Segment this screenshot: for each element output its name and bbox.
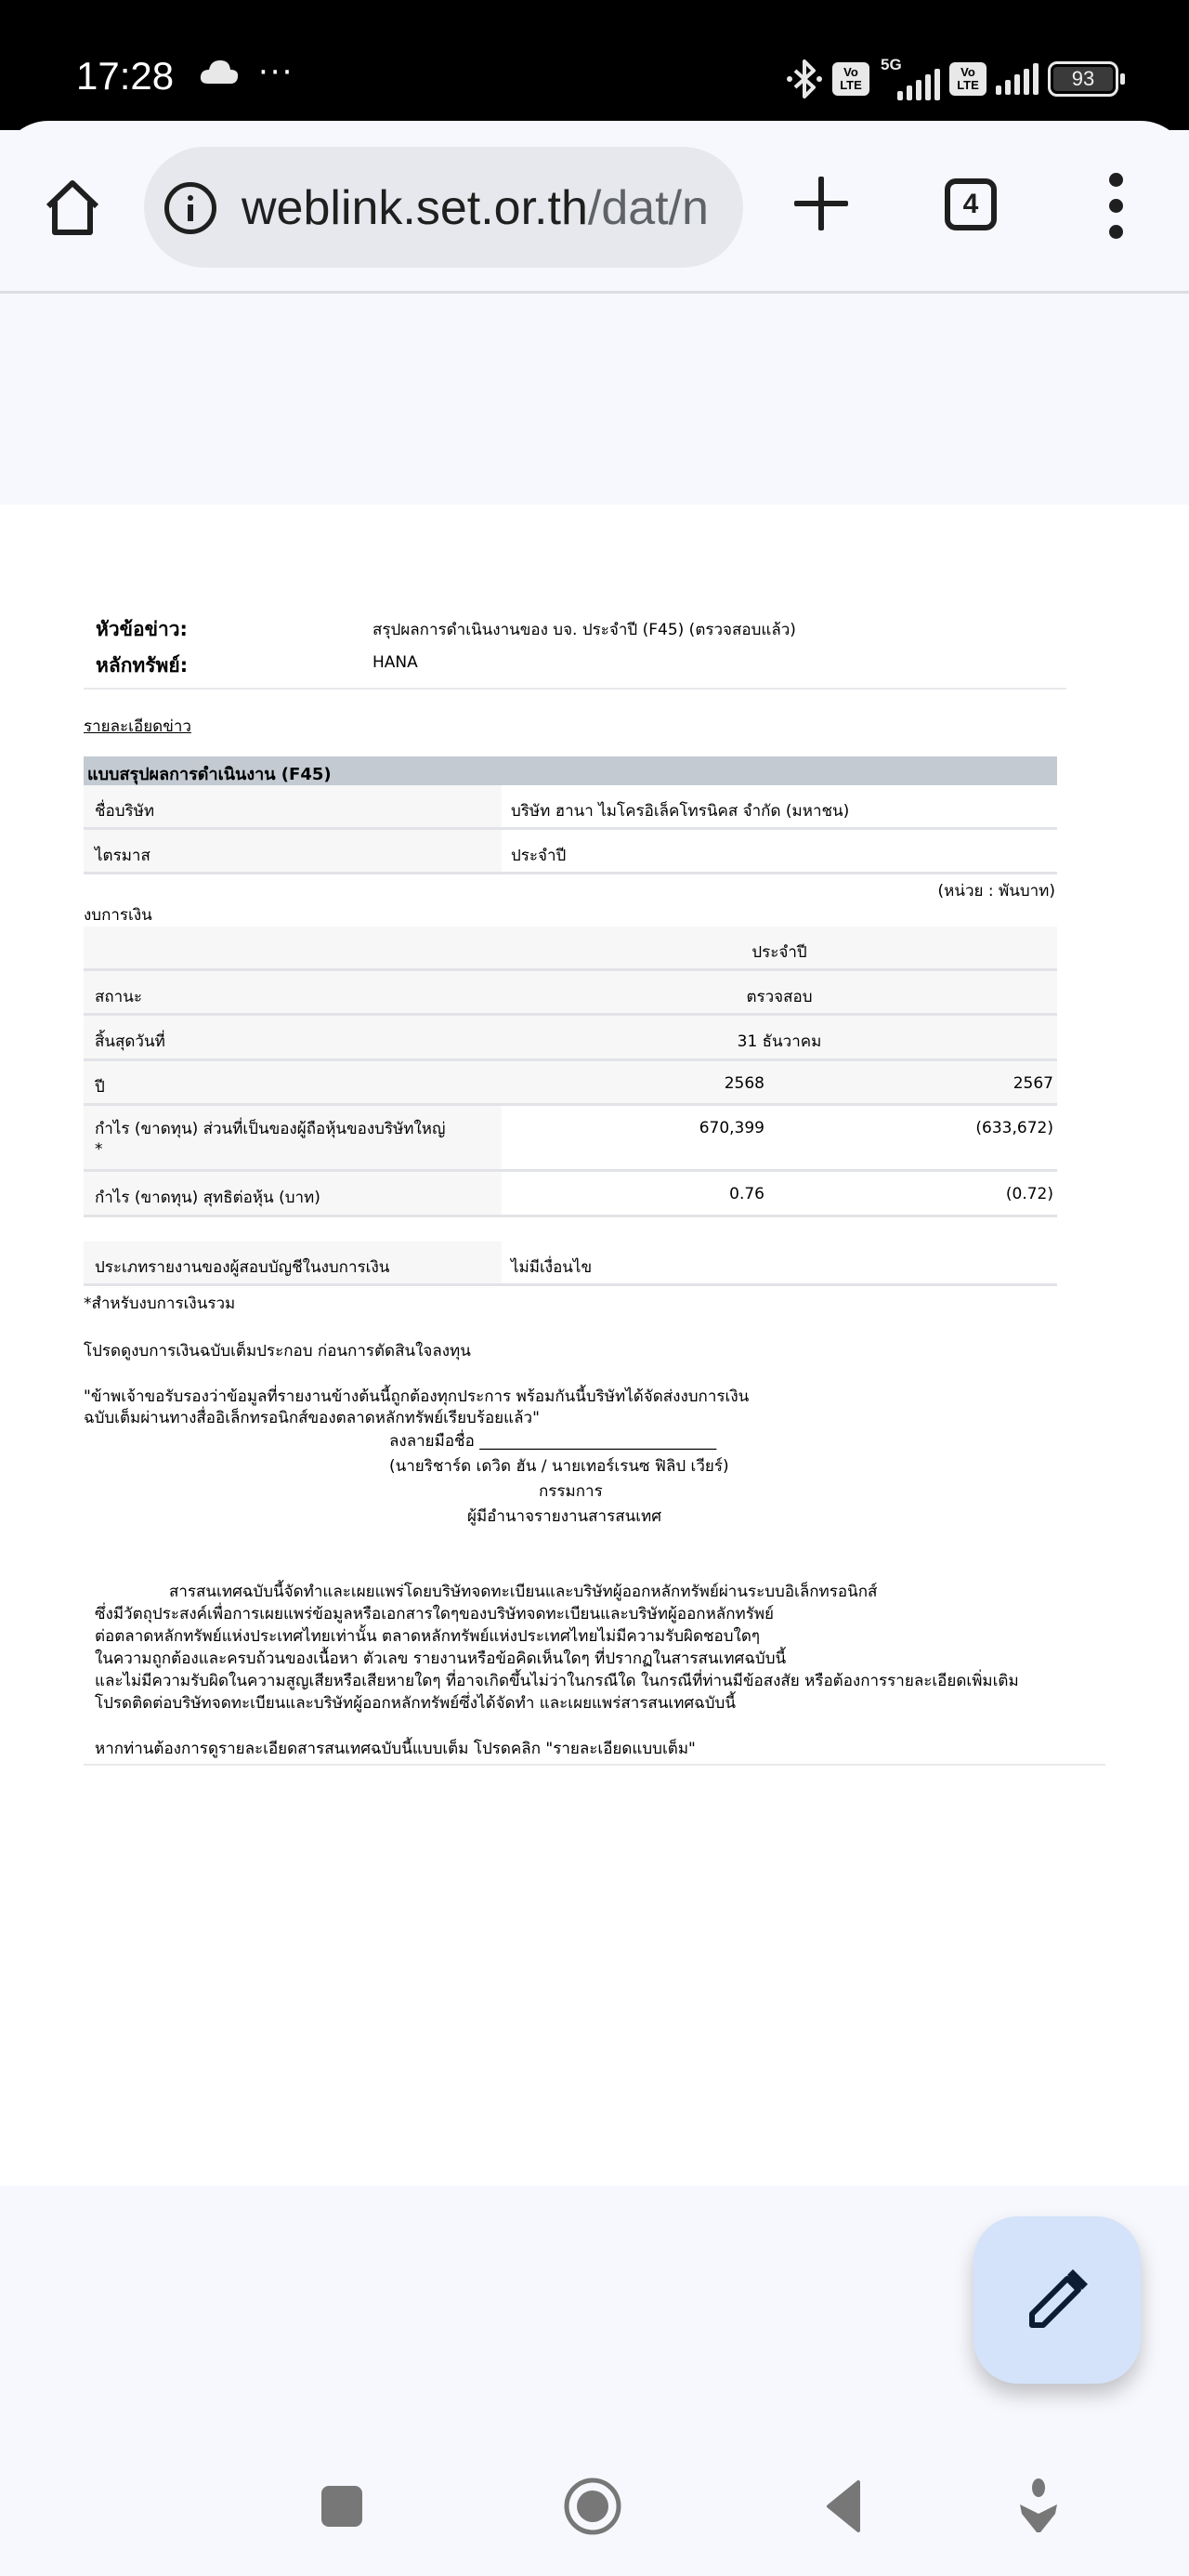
cloud-icon — [199, 58, 240, 85]
year-row — [84, 1061, 1057, 1106]
authorized-reporter: ผู้มีอำนาจรายงานสารสนเทศ — [467, 1507, 662, 1526]
battery-icon — [1048, 61, 1118, 97]
eps-previous: (0.72) — [1005, 1185, 1053, 1203]
quarter-label: ไตรมาส — [84, 830, 502, 872]
period-header-row — [84, 927, 1057, 971]
signal-icon — [996, 63, 1039, 95]
disclaimer-line: ต่อตลาดหลักทรัพย์แห่งประเทศไทยเท่านั้น ตลาดหลักทรัพย์แห่งประเทศไทยไม่มีความรับผิดชอบใดๆ — [95, 1627, 761, 1646]
company-row — [84, 785, 1057, 830]
end-date-label: สิ้นสุดวันที่ — [95, 1032, 165, 1051]
assistant-nav-icon[interactable] — [1009, 2477, 1068, 2536]
more-notifications-indicator: ··· — [258, 54, 294, 91]
form-title: แบบสรุปผลการดำเนินงาน (F45) — [84, 756, 1057, 785]
end-date-value: 31 ธันวาคม — [737, 1032, 822, 1051]
security-label: หลักทรัพย์: — [96, 654, 189, 677]
certification-line-2: ฉบับเต็มผ่านทางสื่ออิเล็กทรอนิกส์ของตลาดหลักทรัพย์เรียบร้อยแล้ว" — [84, 1409, 540, 1427]
status-time: 17:28 — [76, 54, 175, 98]
footer-divider — [84, 1764, 1105, 1766]
quarter-value: ประจำปี — [511, 847, 567, 865]
browser-toolbar — [0, 121, 1189, 294]
unit-note: (หน่วย : พันบาท) — [937, 882, 1055, 900]
signer-position: กรรมการ — [539, 1482, 603, 1501]
see-full-statement-note: โปรดดูงบการเงินฉบับเต็มประกอบ ก่อนการตัดสินใจลงทุน — [84, 1342, 471, 1360]
signers: (นายริชาร์ด เดวิด ฮัน / นายเทอร์เรนซ ฟิลิป เวียร์) — [389, 1457, 729, 1476]
footnote: *สำหรับงบการเงินรวม — [84, 1295, 236, 1313]
url-text[interactable] — [242, 180, 709, 236]
tab-switcher-button[interactable]: 4 — [945, 178, 997, 230]
volte-icon — [949, 62, 986, 96]
auditor-row — [84, 1242, 1057, 1286]
recents-nav-icon[interactable] — [312, 2477, 372, 2536]
battery-level: 93 — [1053, 67, 1113, 91]
status-row — [84, 971, 1057, 1016]
net-profit-label: กำไร (ขาดทุน) ส่วนที่เป็นของผู้ถือหุ้นของบริษัทใหญ่ — [95, 1120, 446, 1138]
full-detail-note[interactable]: หากท่านต้องการดูรายละเอียดสารสนเทศฉบับนี้แบบเต็ม โปรดคลิก "รายละเอียดแบบเต็ม" — [95, 1740, 696, 1758]
disclaimer-line: ซึ่งมีวัตถุประสงค์เพื่อการเผยแพร่ข้อมูลหรือเอกสารใดๆของบริษัทจดทะเบียนและบริษัทผู้ออกหลักทรัพย์ — [95, 1605, 775, 1623]
status-value: ตรวจสอบ — [746, 988, 813, 1006]
signature-line: ลงลายมือชื่อ ______________________________ — [389, 1432, 717, 1451]
company-label: ชื่อบริษัท — [84, 785, 502, 827]
eps-label: กำไร (ขาดทุน) สุทธิต่อหุ้น (บาท) — [84, 1172, 502, 1215]
status-icons — [786, 58, 1118, 100]
year-current: 2568 — [724, 1074, 764, 1093]
net-profit-label-cell — [84, 1106, 502, 1169]
disclaimer-line: ในความถูกต้องและครบถ้วนของเนื้อหา ตัวเลข รายงานหรือข้อคิดเห็นใดๆ ที่ปรากฏในสารสนเทศฉบับนี้ — [95, 1649, 787, 1668]
year-label: ปี — [95, 1078, 105, 1097]
address-bar[interactable] — [144, 147, 743, 268]
net-profit-row — [84, 1106, 1057, 1172]
company-value: บริษัท ฮานา ไมโครอิเล็คโทรนิคส จำกัด (มหาชน) — [511, 802, 850, 821]
headline-value: สรุปผลการดำเนินงานของ บจ. ประจำปี (F45) (ตรวจสอบแล้ว) — [372, 621, 796, 639]
news-details-link[interactable]: รายละเอียดข่าว — [84, 717, 191, 736]
pencil-icon — [1025, 2267, 1090, 2333]
edit-fab-button[interactable] — [973, 2216, 1141, 2384]
auditor-label: ประเภทรายงานของผู้สอบบัญชีในงบการเงิน — [84, 1242, 502, 1283]
volte-label: Vo LTE — [957, 65, 979, 92]
disclaimer-line: โปรดติดต่อบริษัทจดทะเบียนและบริษัทผู้ออกหลักทรัพย์ซึ่งได้จัดทำ และเผยแพร่สารสนเทศฉบับนี้ — [95, 1694, 736, 1713]
signal-5g-icon — [879, 58, 940, 100]
security-value: HANA — [372, 653, 418, 672]
header-divider — [84, 688, 1066, 690]
url-host: weblink.set.or.th — [242, 181, 588, 235]
network-type: 5G — [881, 56, 902, 73]
auditor-value: ไม่มีเงื่อนไข — [511, 1258, 593, 1277]
menu-icon[interactable] — [1105, 173, 1128, 240]
status-bar — [0, 0, 1189, 130]
quarter-row — [84, 830, 1057, 874]
end-date-row — [84, 1016, 1057, 1061]
disclaimer-line: และไม่มีความรับผิดในความสูญเสียหรือเสียหายใดๆ ที่อาจเกิดขึ้นไม่ว่าในกรณีใด ในกรณีที่ท่านมีข้อสงสัย หรือต้องการรายละเอียดเพิ่มเติม — [95, 1672, 1019, 1690]
year-previous: 2567 — [1013, 1074, 1053, 1093]
volte-icon — [832, 62, 869, 96]
eps-current: 0.76 — [729, 1185, 764, 1203]
new-tab-icon[interactable] — [794, 177, 848, 230]
page-top-band — [0, 294, 1189, 506]
back-nav-icon[interactable] — [817, 2477, 877, 2536]
net-profit-current: 670,399 — [699, 1119, 764, 1137]
headline-label: หัวข้อข่าว: — [96, 618, 188, 640]
home-icon[interactable] — [41, 177, 104, 240]
status-label: สถานะ — [95, 988, 142, 1006]
home-nav-icon[interactable] — [563, 2477, 622, 2536]
financial-statement-label: งบการเงิน — [84, 906, 152, 925]
period-header: ประจำปี — [751, 943, 807, 962]
bluetooth-icon — [786, 58, 823, 100]
news-page — [0, 505, 1189, 2187]
certification-line-1: "ข้าพเจ้าขอรับรองว่าข้อมูลที่รายงานข้างต้นนี้ถูกต้องทุกประการ พร้อมกันนี้บริษัทได้จัดส่งงบการเงิน — [84, 1387, 750, 1406]
net-profit-marker: * — [95, 1140, 103, 1159]
site-info-icon[interactable] — [164, 182, 216, 234]
url-path: /dat/n — [587, 181, 709, 235]
net-profit-previous: (633,672) — [975, 1119, 1053, 1137]
volte-label: Vo LTE — [840, 65, 862, 92]
eps-row — [84, 1172, 1057, 1217]
disclaimer-line: สารสนเทศฉบับนี้จัดทำและเผยแพร่โดยบริษัทจดทะเบียนและบริษัทผู้ออกหลักทรัพย์ผ่านระบบอิเล็กทรอนิกส์ — [169, 1583, 878, 1601]
